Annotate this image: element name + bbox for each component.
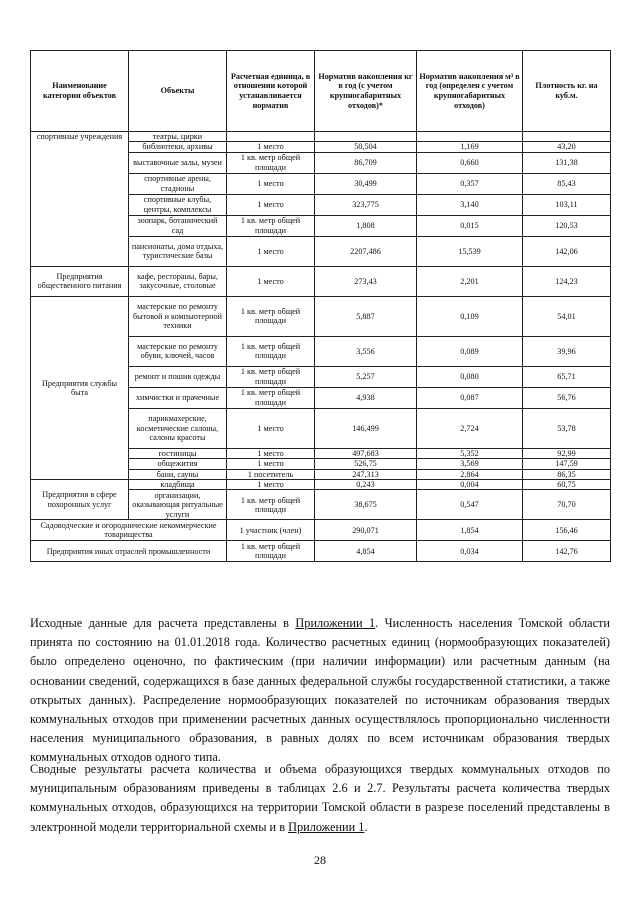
norm-m3-cell: 0,109 bbox=[417, 296, 523, 336]
norm-m3-cell: 2,201 bbox=[417, 266, 523, 296]
norm-kg-cell: 86,709 bbox=[315, 152, 417, 173]
unit-cell: 1 место bbox=[227, 448, 315, 458]
category-cell: Садоводческие и огороднические некоммерческие товарищества bbox=[31, 520, 227, 541]
page-number: 28 bbox=[314, 853, 326, 867]
table-row bbox=[31, 296, 611, 336]
density-cell: 142,76 bbox=[523, 541, 611, 562]
density-cell: 92,99 bbox=[523, 448, 611, 458]
norm-m3-cell: 0,089 bbox=[417, 336, 523, 366]
norm-kg-cell: 0,243 bbox=[315, 480, 417, 490]
header-unit: Расчетная единица, в отношении которой устанавливается норматив bbox=[227, 51, 315, 132]
norm-m3-cell: 3,140 bbox=[417, 194, 523, 215]
object-cell: общежития bbox=[129, 459, 227, 469]
density-cell: 70,70 bbox=[523, 490, 611, 520]
unit-cell: 1 кв. метр общей площади bbox=[227, 296, 315, 336]
norm-kg-cell: 4,938 bbox=[315, 387, 417, 408]
unit-cell: 1 кв. метр общей площади bbox=[227, 490, 315, 520]
object-cell: химчистки и прачечные bbox=[129, 387, 227, 408]
density-cell: 147,59 bbox=[523, 459, 611, 469]
object-cell: кладбища bbox=[129, 480, 227, 490]
category-cell: Предприятия иных отраслей промышленности bbox=[31, 541, 227, 562]
unit-cell: 1 место bbox=[227, 142, 315, 152]
unit-cell: 1 кв. метр общей площади bbox=[227, 387, 315, 408]
norm-kg-cell: 290,071 bbox=[315, 520, 417, 541]
header-row bbox=[31, 51, 611, 132]
norm-kg-cell: 323,775 bbox=[315, 194, 417, 215]
density-cell: 39,96 bbox=[523, 336, 611, 366]
norm-m3-cell: 0,034 bbox=[417, 541, 523, 562]
norm-kg-cell: 2207,486 bbox=[315, 236, 417, 266]
object-cell: гостиницы bbox=[129, 448, 227, 458]
object-cell: мастерские по ремонту бытовой и компьютерной техники bbox=[129, 296, 227, 336]
norm-kg-cell: 1,808 bbox=[315, 215, 417, 236]
unit-cell: 1 место bbox=[227, 266, 315, 296]
category-cell: Предприятия службы быта bbox=[31, 296, 129, 479]
norm-m3-cell: 0,004 bbox=[417, 480, 523, 490]
header-norm-m3: Норматив накопления м³ в год (определен с учетом крупногабаритных отходов) bbox=[417, 51, 523, 132]
norm-kg-cell: 4,854 bbox=[315, 541, 417, 562]
norm-m3-cell: 2,724 bbox=[417, 408, 523, 448]
norm-kg-cell: 497,683 bbox=[315, 448, 417, 458]
norm-m3-cell: 2,864 bbox=[417, 469, 523, 479]
density-cell: 103,11 bbox=[523, 194, 611, 215]
norm-m3-cell: 3,569 bbox=[417, 459, 523, 469]
norm-kg-cell: 3,556 bbox=[315, 336, 417, 366]
unit-cell: 1 кв. метр общей площади bbox=[227, 541, 315, 562]
category-cell: Предприятия общественного питания bbox=[31, 266, 129, 296]
object-cell: театры, цирки bbox=[129, 132, 227, 142]
norm-kg-cell: 247,313 bbox=[315, 469, 417, 479]
object-cell: зоопарк, ботанический сад bbox=[129, 215, 227, 236]
density-cell: 142,06 bbox=[523, 236, 611, 266]
unit-cell: 1 место bbox=[227, 236, 315, 266]
unit-cell: 1 место bbox=[227, 480, 315, 490]
category-cell: Предприятия в сфере похоронных услуг bbox=[31, 480, 129, 520]
density-cell: 56,76 bbox=[523, 387, 611, 408]
norm-m3-cell: 15,539 bbox=[417, 236, 523, 266]
density-cell: 65,71 bbox=[523, 366, 611, 387]
object-cell: пансионаты, дома отдыха, туристические базы bbox=[129, 236, 227, 266]
table-row bbox=[31, 266, 611, 296]
density-cell: 124,23 bbox=[523, 266, 611, 296]
norm-kg-cell: 5,257 bbox=[315, 366, 417, 387]
unit-cell: 1 кв. метр общей площади bbox=[227, 366, 315, 387]
table-row bbox=[31, 132, 611, 142]
norm-m3-cell: 0,015 bbox=[417, 215, 523, 236]
paragraph-source-data bbox=[30, 614, 610, 768]
norm-m3-cell: 0,547 bbox=[417, 490, 523, 520]
density-cell: 53,78 bbox=[523, 408, 611, 448]
paragraph-text: Исходные данные для расчета представлены в bbox=[30, 616, 296, 630]
norm-kg-cell: 38,675 bbox=[315, 490, 417, 520]
norm-m3-cell: 1,854 bbox=[417, 520, 523, 541]
norm-m3-cell: 0,660 bbox=[417, 152, 523, 173]
density-cell: 86,35 bbox=[523, 469, 611, 479]
header-objects: Объекты bbox=[129, 51, 227, 132]
header-category: Наименование категории объектов bbox=[31, 51, 129, 132]
density-cell: 43,20 bbox=[523, 142, 611, 152]
object-cell: мастерские по ремонту обуви, ключей, часов bbox=[129, 336, 227, 366]
object-cell: спортивные клубы, центры, комплексы bbox=[129, 194, 227, 215]
density-cell: 156,46 bbox=[523, 520, 611, 541]
norm-kg-cell: 50,504 bbox=[315, 142, 417, 152]
table-row bbox=[31, 480, 611, 490]
unit-cell: 1 посетитель bbox=[227, 469, 315, 479]
density-cell: 54,01 bbox=[523, 296, 611, 336]
unit-cell: 1 место bbox=[227, 459, 315, 469]
paragraph-text: . Численность населения Томской области принята по состоянию на 01.01.2018 года. Количество расчетных единиц (нормообразующих показателей) было определено оценочно, по фактическим (при наличии информации) или расчетным данным (на основании сведений, содержащихся в базе данных федеральной службы государственной статистики, а также открытых данных). Распределение нормообразующих показателей по источникам образования твердых коммунальных отходов при применении расчетных данных осуществлялось пропорционально численности населения муниципального образования, в равных долях по всем источникам образования твердых коммунальных отходов одного типа. bbox=[30, 616, 610, 765]
norm-kg-cell: 526,75 bbox=[315, 459, 417, 469]
norm-kg-cell: 30,499 bbox=[315, 173, 417, 194]
paragraph-text: Сводные результаты расчета количества и объема образующихся твердых коммунальных отходов по муниципальным образованиям приведены в таблицах 2.6 и 2.7. Результаты расчета количества твердых коммунальных отходов, образующихся на территории Томской области в разрезе поселений представлены в электронной модели территориальной схемы и в bbox=[30, 762, 610, 834]
density-cell: 120,53 bbox=[523, 215, 611, 236]
object-cell: организации, оказывающая ритуальные услуги bbox=[129, 490, 227, 520]
appendix-link[interactable]: Приложении 1 bbox=[288, 819, 365, 834]
object-cell: выставочные залы, музеи bbox=[129, 152, 227, 173]
unit-cell: 1 участник (член) bbox=[227, 520, 315, 541]
norms-table bbox=[30, 50, 611, 562]
unit-cell: 1 место bbox=[227, 194, 315, 215]
norm-kg-cell: 273,43 bbox=[315, 266, 417, 296]
unit-cell: 1 кв. метр общей площади bbox=[227, 336, 315, 366]
density-cell: 60,75 bbox=[523, 480, 611, 490]
unit-cell bbox=[227, 132, 315, 142]
norm-m3-cell: 0,080 bbox=[417, 366, 523, 387]
norm-m3-cell: 1,169 bbox=[417, 142, 523, 152]
table-row bbox=[31, 520, 611, 541]
norms-table-wrapper bbox=[30, 50, 610, 562]
table-row bbox=[31, 541, 611, 562]
norm-m3-cell: 0,357 bbox=[417, 173, 523, 194]
object-cell: парикмахерские, косметические салоны, салоны красоты bbox=[129, 408, 227, 448]
norm-m3-cell: 5,352 bbox=[417, 448, 523, 458]
unit-cell: 1 кв. метр общей площади bbox=[227, 215, 315, 236]
unit-cell: 1 кв. метр общей площади bbox=[227, 152, 315, 173]
object-cell: бани, сауны bbox=[129, 469, 227, 479]
unit-cell: 1 место bbox=[227, 408, 315, 448]
norm-kg-cell: 5,887 bbox=[315, 296, 417, 336]
paragraph-text: . bbox=[364, 819, 368, 834]
norm-kg-cell: 146,499 bbox=[315, 408, 417, 448]
paragraph-summary-results bbox=[30, 760, 610, 837]
header-density: Плотность кг. на куб.м. bbox=[523, 51, 611, 132]
object-cell: спортивные арены, стадионы bbox=[129, 173, 227, 194]
density-cell: 131,38 bbox=[523, 152, 611, 173]
category-cell: спортивные учреждения bbox=[31, 132, 129, 267]
object-cell: ремонт и пошив одежды bbox=[129, 366, 227, 387]
norm-m3-cell: 0,087 bbox=[417, 387, 523, 408]
appendix-link[interactable]: Приложении 1 bbox=[295, 616, 376, 630]
unit-cell: 1 место bbox=[227, 173, 315, 194]
density-cell: 85,43 bbox=[523, 173, 611, 194]
object-cell: библиотеки, архивы bbox=[129, 142, 227, 152]
object-cell: кафе, рестораны, бары, закусочные, столовые bbox=[129, 266, 227, 296]
header-norm-kg: Норматив накопления кг в год (с учетом крупногабаритных отходов)* bbox=[315, 51, 417, 132]
